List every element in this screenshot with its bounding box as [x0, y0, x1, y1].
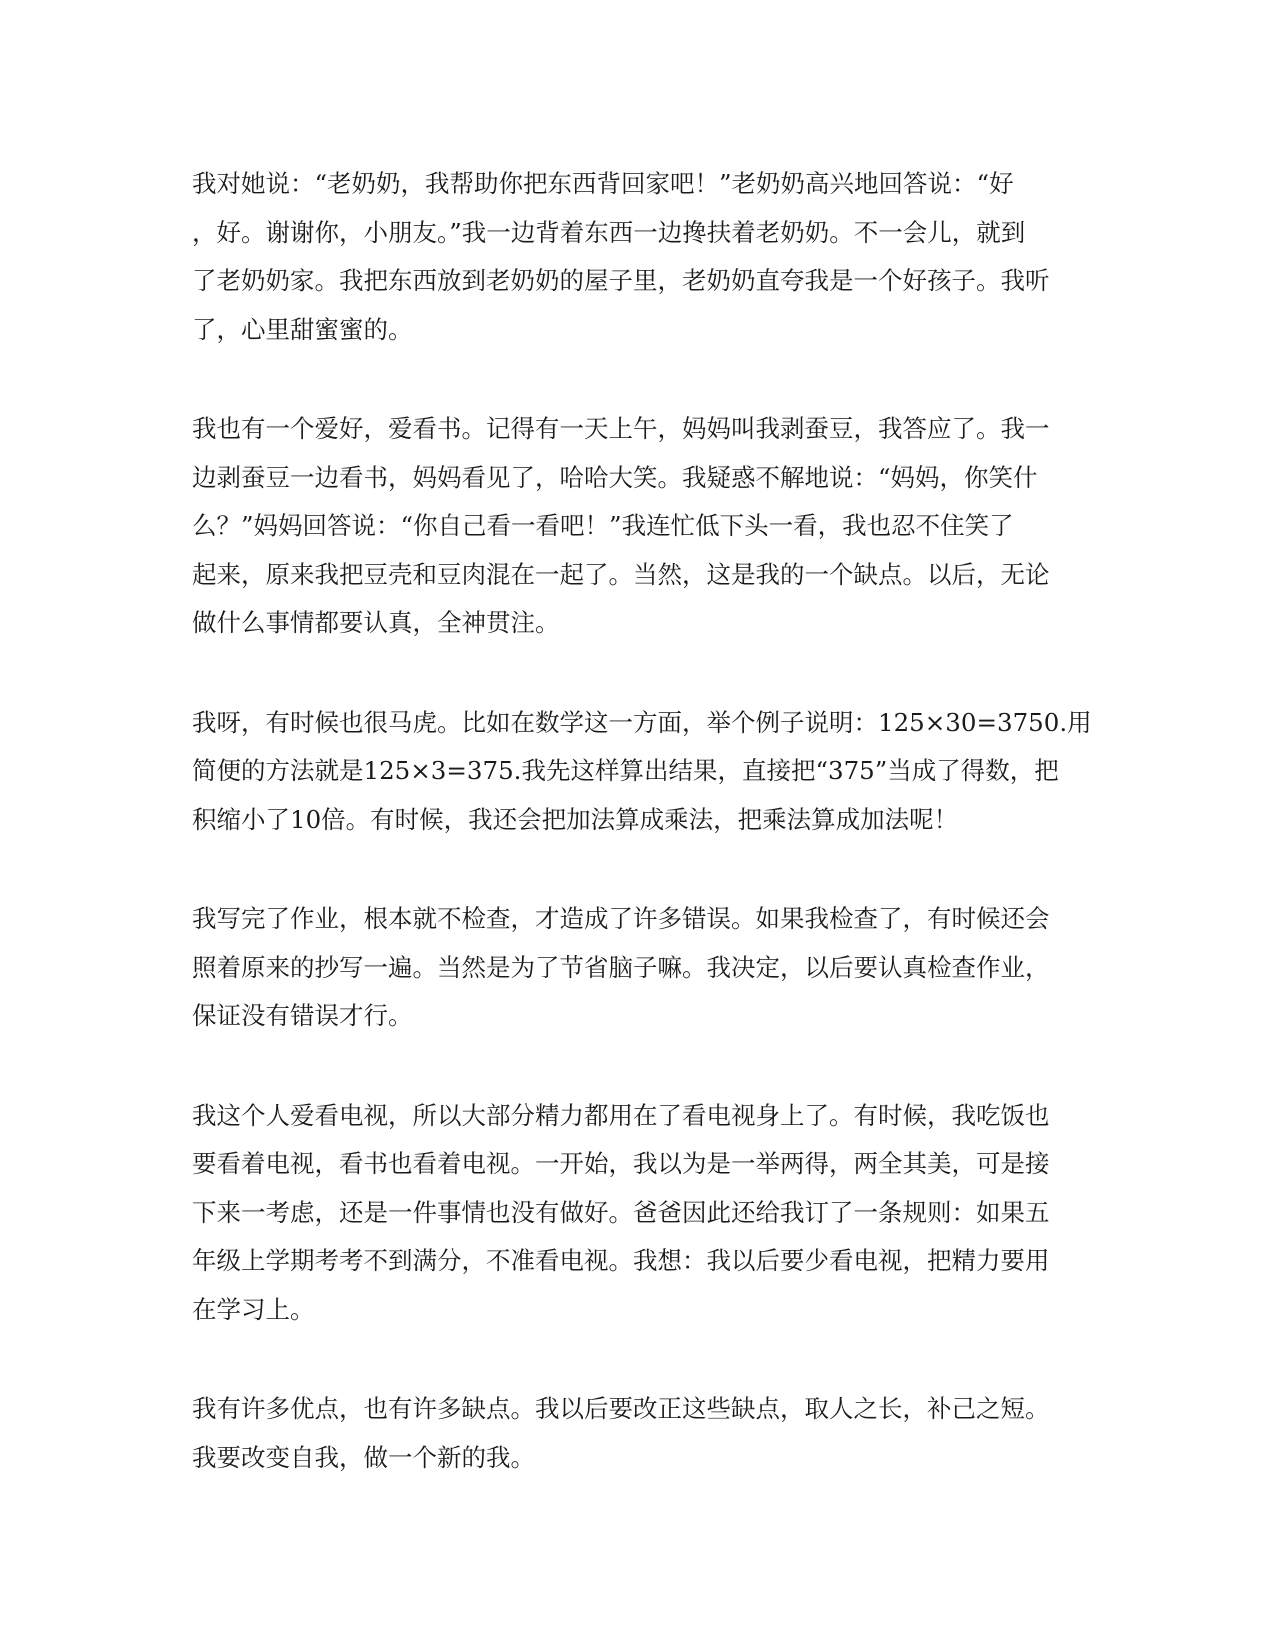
- text-line: 下来一考虑，还是一件事情也没有做好。爸爸因此还给我订了一条规则：如果五: [192, 1197, 1050, 1227]
- text-line: 积缩小了10倍。有时候，我还会把加法算成乘法，把乘法算成加法呢！: [192, 804, 959, 834]
- text-line: 我呀，有时候也很马虎。比如在数学这一方面，举个例子说明：125×30=3750.用: [192, 707, 1092, 737]
- text-line: 要看着电视，看书也看着电视。一开始，我以为是一举两得，两全其美，可是接: [192, 1149, 1050, 1178]
- text-line: 边剥蚕豆一边看书，妈妈看见了，哈哈大笑。我疑惑不解地说：“妈妈，你笑什: [192, 462, 1038, 492]
- text-line: 我也有一个爱好，爱看书。记得有一天上午，妈妈叫我剥蚕豆，我答应了。我一: [192, 414, 1050, 443]
- text-line: 年级上学期考考不到满分，不准看电视。我想：我以后要少看电视，把精力要用: [192, 1246, 1050, 1275]
- text-line: 我对她说：“老奶奶，我帮助你把东西背回家吧！”老奶奶高兴地回答说：“好: [192, 169, 1014, 198]
- paragraph-homework-check: [192, 895, 1082, 1041]
- text-line: 了，心里甜蜜蜜的。: [192, 314, 413, 344]
- text-line: 了老奶奶家。我把东西放到老奶奶的屋子里，老奶奶直夸我是一个好孩子。我听: [192, 266, 1050, 295]
- paragraph-conclusion: [192, 1385, 1082, 1482]
- paragraph-reading-hobby: [192, 405, 1082, 648]
- text-line: 起来，原来我把豆壳和豆肉混在一起了。当然，这是我的一个缺点。以后，无论: [192, 559, 1050, 589]
- paragraph-helping-grandma: [192, 160, 1082, 354]
- text-line: 我要改变自我，做一个新的我。: [192, 1442, 535, 1472]
- paragraph-careless-math: [192, 699, 1092, 845]
- text-line: 在学习上。: [192, 1294, 315, 1324]
- text-line: 我写完了作业，根本就不检查，才造成了许多错误。如果我检查了，有时候还会: [192, 904, 1050, 933]
- text-line: 我这个人爱看电视，所以大部分精力都用在了看电视身上了。有时候，我吃饭也: [192, 1100, 1050, 1130]
- text-line: 简便的方法就是125×3=375.我先这样算出结果，直接把“375”当成了得数，把: [192, 756, 1059, 785]
- text-line: ，好。谢谢你，小朋友。”我一边背着东西一边搀扶着老奶奶。不一会儿，就到: [192, 217, 1026, 247]
- text-line: 保证没有错误才行。: [192, 1001, 413, 1030]
- text-line: 照着原来的抄写一遍。当然是为了节省脑子嘛。我决定，以后要认真检查作业，: [192, 952, 1050, 982]
- document-body: [192, 160, 1092, 1533]
- text-line: 我有许多优点，也有许多缺点。我以后要改正这些缺点，取人之长，补己之短。: [192, 1394, 1050, 1423]
- text-line: 做什么事情都要认真，全神贯注。: [192, 608, 560, 637]
- text-line: 么？”妈妈回答说：“你自己看一看吧！”我连忙低下头一看，我也忍不住笑了: [192, 511, 1014, 540]
- paragraph-watching-tv: [192, 1092, 1082, 1335]
